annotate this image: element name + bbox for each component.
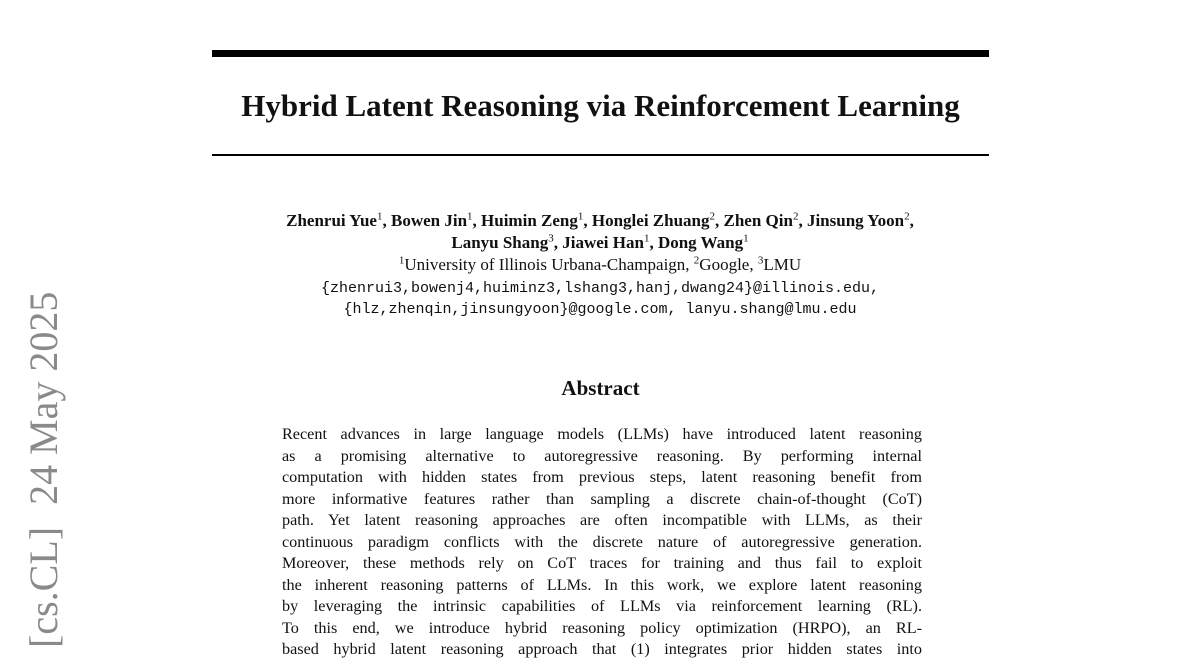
abstract-line: To this end, we introduce hybrid reasoning policy optimization (HRPO), an RL- [282, 618, 922, 637]
author-emails [150, 278, 1050, 320]
title-top-rule [212, 50, 989, 57]
abstract-heading: Abstract [561, 376, 640, 400]
abstract-line: Moreover, these methods rely on CoT traces for training and thus fail to exploit [282, 554, 922, 572]
abstract-line: computation with hidden states from previous steps, latent reasoning benefit from [282, 468, 922, 486]
author-name: Honglei Zhuang [591, 211, 710, 230]
arxiv-date: 24 May 2025 [21, 291, 66, 505]
email-line: {hlz,zhenqin,jinsungyoon}@google.com, lanyu.shang@lmu.edu [343, 301, 857, 318]
abstract-line: continuous paradigm conflicts with the discrete nature of autoregressive generation. [282, 532, 922, 551]
author-affil-mark: 2 [709, 210, 715, 223]
affil-name: Google [699, 255, 750, 274]
author-affil-mark: 1 [577, 210, 584, 223]
author-affil-mark: 3 [548, 232, 554, 245]
affil-mark: 1 [398, 254, 405, 267]
author-name: Zhen Qin [723, 211, 793, 230]
author-affil-mark: 1 [743, 232, 749, 245]
author-name: Zhenrui Yue [286, 211, 377, 230]
author-name: Lanyu Shang [451, 233, 549, 252]
author-name: Huimin Zeng [481, 211, 578, 230]
author-name: Bowen Jin [390, 211, 468, 230]
abstract-line: the inherent reasoning patterns of LLMs. In this work, we explore latent reasoning [282, 575, 922, 594]
arxiv-stamp [20, 292, 68, 648]
author-name: Dong Wang [657, 233, 744, 252]
author-name: Jinsung Yoon [806, 211, 905, 230]
abstract-line: based hybrid latent reasoning approach that (1) integrates prior hidden states into [282, 640, 922, 658]
abstract-line: more informative features rather than sampling a discrete chain-of-thought (CoT) [282, 489, 922, 508]
author-line-1: Zhenrui Yue$^1$, Bowen Jin$^1$, Huimin Zeng$^1$, Honglei Zhuang$^2$, Zhen Qin$^2$, Jinsung Yoon$^2$, [286, 210, 914, 230]
affil-mark: 2 [693, 254, 700, 267]
abstract-line: Recent advances in large language models (LLMs) have introduced latent reasoning [282, 425, 922, 443]
affil-mark: 3 [757, 254, 764, 267]
author-list [150, 210, 1050, 254]
author-affil-mark: 1 [376, 210, 383, 223]
affil-name: University of Illinois Urbana-Champaign [404, 255, 686, 274]
author-affil-mark: 2 [904, 210, 910, 223]
abstract-line: by leveraging the intrinsic capabilities of LLMs via reinforcement learning (RL). [282, 597, 922, 615]
arxiv-category: [cs.CL] [21, 526, 66, 648]
paper-title: Hybrid Latent Reasoning via Reinforcement Learning [241, 88, 960, 123]
author-affil-mark: 1 [643, 232, 650, 245]
abstract-line: as a promising alternative to autoregressive reasoning. By performing internal [282, 446, 922, 465]
author-line-2: Lanyu Shang$^3$, Jiawei Han$^1$, Dong Wang$^1$ [451, 232, 749, 252]
affil-name: LMU [763, 255, 802, 274]
abstract-line: path. Yet latent reasoning approaches are often incompatible with LLMs, as their [282, 511, 922, 529]
author-affil-mark: 1 [467, 210, 473, 223]
author-affil-mark: 2 [792, 210, 799, 223]
abstract-body [282, 424, 922, 661]
email-line: {zhenrui3,bowenj4,huiminz3,lshang3,hanj,dwang24}@illinois.edu, [320, 280, 880, 297]
title-bottom-rule [212, 154, 989, 156]
affiliations: $^1$University of Illinois Urbana-Champaign, $^2$Google, $^3$LMU [398, 254, 802, 274]
author-name: Jiawei Han [562, 233, 644, 252]
